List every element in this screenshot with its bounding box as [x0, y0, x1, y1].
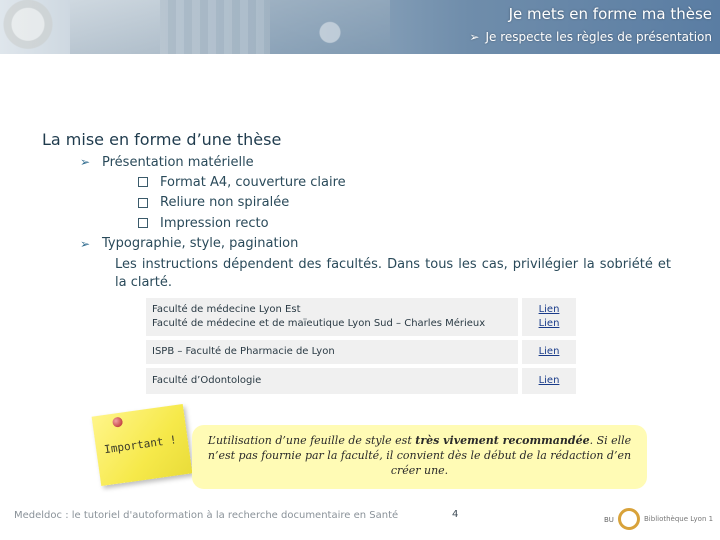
faculty-name: ISPB – Faculté de Pharmacie de Lyon: [152, 346, 335, 357]
logo-circle-icon: [618, 508, 640, 530]
section-heading: La mise en forme d’une thèse: [42, 130, 282, 149]
subtitle-text: Je respecte les règles de présentation: [485, 30, 712, 44]
slide-subtitle: [469, 30, 712, 44]
bullet-label: Typographie, style, pagination: [102, 236, 299, 251]
arrow-right-icon: ➢: [80, 236, 91, 251]
pushpin-icon: [112, 417, 123, 428]
sub-bullet-label: Format A4, couverture claire: [160, 174, 346, 190]
logo-bu-text: BU: [604, 516, 614, 524]
page-number: 4: [452, 509, 459, 520]
sub-bullet-label: Reliure non spiralée: [160, 195, 290, 211]
link-cell: [520, 338, 576, 366]
checkbox-icon: [138, 218, 148, 228]
faculty-name-cell: [146, 298, 520, 338]
banner-image-microscope: [270, 0, 390, 54]
faculty-link[interactable]: Lien: [538, 375, 560, 386]
sticky-note-text: Important !: [103, 433, 178, 457]
footer-text: Medeldoc : le tutoriel d'autoformation à la recherche documentaire en Santé: [14, 510, 399, 521]
logo-text: Bibliothèque Lyon 1: [644, 515, 714, 523]
faculty-name-cell: [146, 338, 520, 366]
faculty-name: Faculté de médecine et de maïeutique Lyon Sud – Charles Mérieux: [152, 318, 486, 329]
faculty-link[interactable]: Lien: [538, 304, 560, 315]
faculty-name-cell: [146, 366, 520, 396]
sub-bullet-label: Impression recto: [160, 215, 269, 231]
sub-bullet-item: [80, 193, 680, 214]
header-banner: [0, 0, 720, 54]
table-row: [146, 338, 576, 366]
bullet-paragraph: Les instructions dépendent des facultés. Dans tous les cas, privilégier la sobriété et la clarté.: [115, 256, 671, 290]
bu-logo: [604, 503, 716, 537]
banner-image-skull: [0, 0, 70, 54]
bullet-list: [80, 152, 680, 292]
checkbox-icon: [138, 198, 148, 208]
arrow-right-icon: ➢: [469, 30, 480, 44]
sub-bullet-item: [80, 213, 680, 234]
arrow-right-icon: ➢: [80, 155, 91, 169]
callout-text-before: L’utilisation d’une feuille de style est: [207, 434, 416, 447]
faculty-table: [146, 298, 576, 398]
banner-image-books: [160, 0, 270, 54]
checkbox-icon: [138, 177, 148, 187]
table-row: [146, 366, 576, 396]
banner-image-lab: [70, 0, 160, 54]
link-cell: [520, 298, 576, 338]
bullet-item: [80, 234, 680, 254]
style-sheet-callout: [192, 425, 647, 489]
sub-bullet-item: [80, 172, 680, 193]
bullet-label: Présentation matérielle: [102, 154, 254, 170]
faculty-name: Faculté d’Odontologie: [152, 375, 262, 386]
callout-emphasis: très vivement recommandée: [415, 434, 590, 447]
faculty-name: Faculté de médecine Lyon Est: [152, 304, 301, 315]
slide-title: Je mets en forme ma thèse: [508, 5, 712, 23]
link-cell: [520, 366, 576, 396]
table-row: [146, 298, 576, 338]
faculty-link[interactable]: Lien: [538, 318, 560, 329]
faculty-link[interactable]: Lien: [538, 346, 560, 357]
callout-text-after: . Si elle n’est pas fournie par la faculté, il convient dès le début de la rédaction d’en créer une.: [207, 434, 632, 477]
bullet-item: [80, 152, 680, 172]
important-sticky-note: [92, 404, 193, 486]
